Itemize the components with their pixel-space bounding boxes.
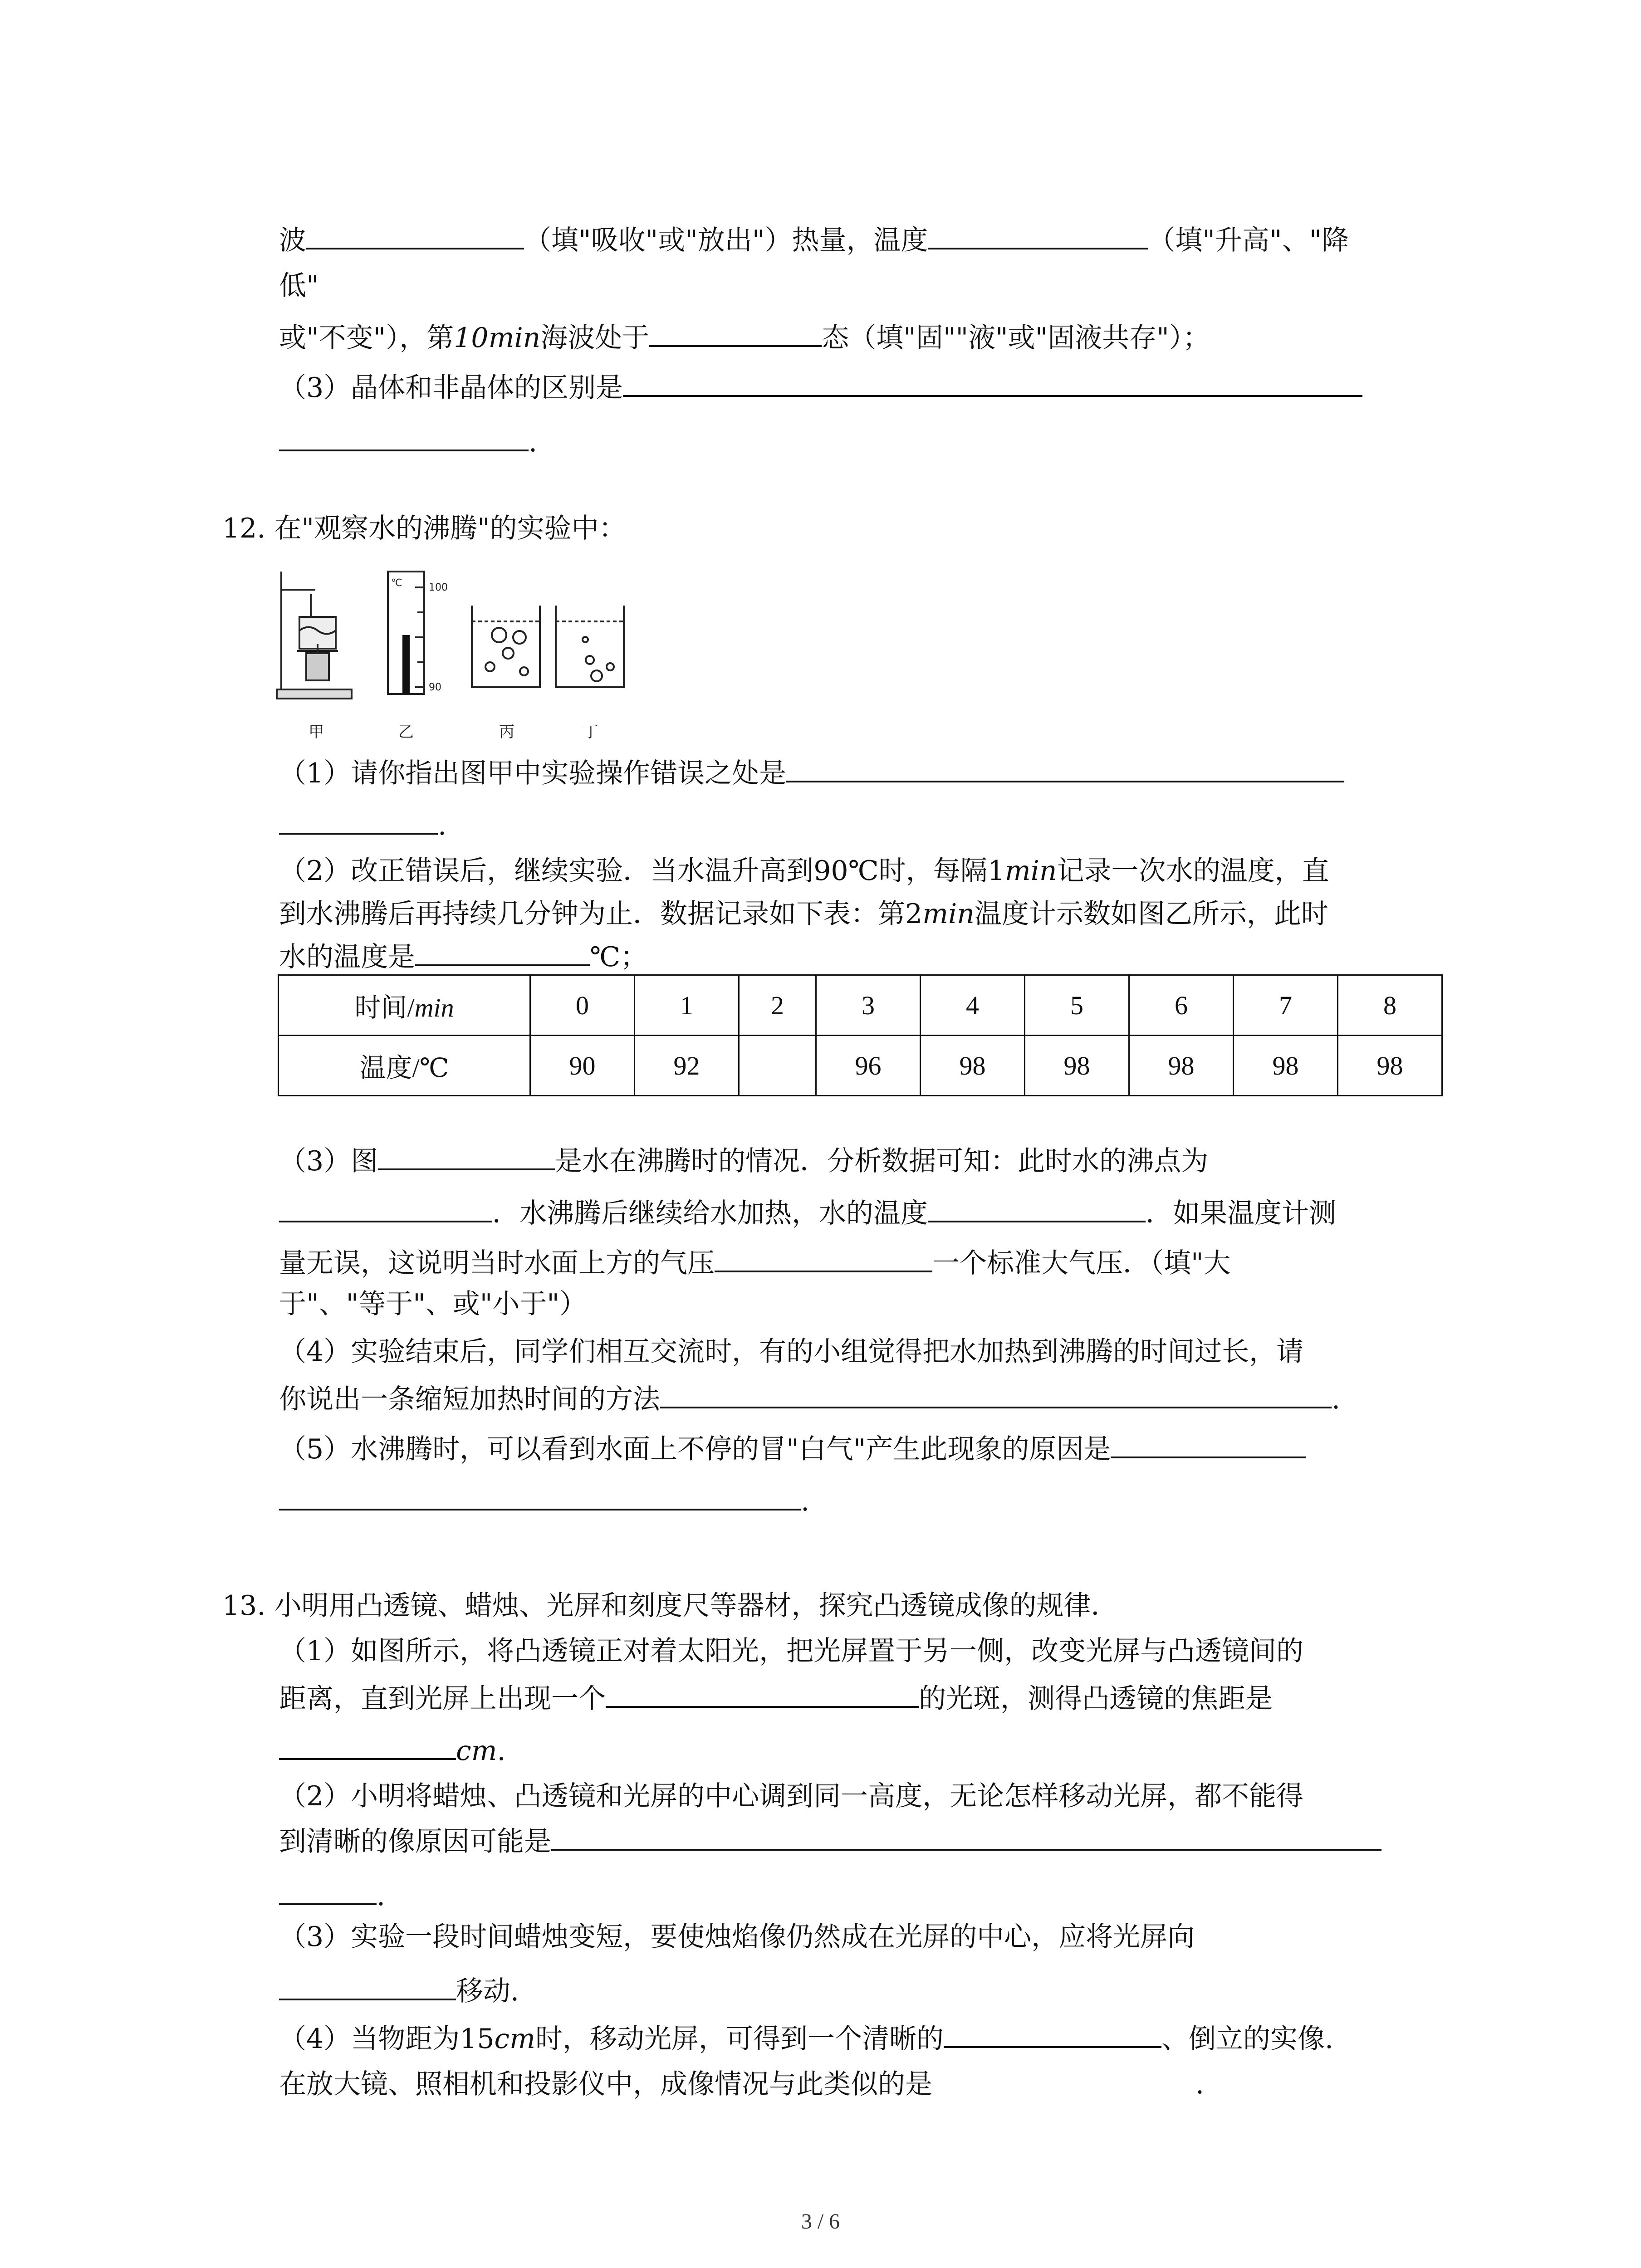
q12-part1 — [279, 746, 1344, 796]
answer-blank[interactable] — [279, 1474, 801, 1510]
text: ．如果温度计测 — [1146, 1198, 1336, 1229]
q13-part4-cont — [279, 2059, 1204, 2109]
table-header: 时间/min — [279, 975, 530, 1036]
page-number: 3 / 6 — [801, 2209, 840, 2234]
unit: cm — [494, 2023, 536, 2055]
table-cell: 1 — [635, 975, 739, 1036]
number: 90℃ — [813, 855, 879, 887]
text: . — [529, 426, 538, 458]
answer-blank[interactable] — [551, 1814, 1381, 1851]
answer-blank[interactable] — [306, 213, 524, 249]
text: 时，移动光屏，可得到一个清晰的 — [535, 2023, 944, 2055]
text: 水的温度是 — [279, 941, 415, 973]
answer-blank[interactable] — [279, 798, 438, 835]
text: 到水沸腾后再持续几分钟为止．数据记录如下表：第 — [279, 898, 905, 930]
beaker-bing — [472, 606, 540, 687]
q13-part3: （3）实验一段时间蜡烛变短，要使烛焰像仍然成在光屏的中心，应将光屏向 — [279, 1921, 1195, 1953]
unit: min — [922, 898, 975, 930]
therm-top: 100 — [429, 582, 448, 593]
apparatus-jia — [277, 572, 352, 699]
unit: min — [1004, 855, 1057, 887]
answer-blank[interactable] — [279, 1186, 492, 1222]
q12-part2-end — [279, 930, 647, 980]
number: 15 — [460, 2023, 495, 2055]
question-title: 在"观察水的沸腾"的实验中： — [274, 513, 626, 544]
question-title: 小明用凸透镜、蜡烛、光屏和刻度尺等器材，探究凸透镜成像的规律． — [274, 1590, 1118, 1622]
text: 温度计示数如图乙所示，此时 — [974, 898, 1328, 930]
text: （4）当物距为 — [279, 2023, 460, 2055]
text: . — [438, 810, 447, 841]
therm-unit: ℃ — [391, 577, 402, 589]
answer-blank[interactable] — [378, 1134, 555, 1170]
therm-bottom: 90 — [429, 682, 441, 693]
number: 10 — [454, 322, 489, 354]
q13-part1-cont — [279, 1672, 1273, 1721]
text: （2）改正错误后，继续实验．当水温升高到 — [279, 855, 814, 887]
table-cell: 3 — [816, 975, 921, 1036]
q12-part1-cont — [279, 798, 446, 848]
unit: min — [488, 322, 541, 354]
question-number: 13. — [222, 1590, 266, 1622]
q13-part2: （2）小明将蜡烛、凸透镜和光屏的中心调到同一高度，无论怎样移动光屏，都不能得 — [279, 1780, 1304, 1812]
q11-line-4 — [279, 361, 1362, 411]
text: （填"吸收"或"放出"）热量，温度 — [524, 225, 928, 256]
q12-part4-cont — [279, 1372, 1340, 1422]
table-cell: 98 — [1025, 1036, 1129, 1096]
table-cell-empty[interactable] — [739, 1036, 816, 1096]
answer-blank[interactable] — [660, 1372, 1332, 1408]
data-table — [278, 974, 1443, 1096]
table-cell: 96 — [816, 1036, 921, 1096]
text: 、倒立的实像. — [1161, 2023, 1334, 2055]
q11-line-2: 低" — [279, 270, 319, 302]
answer-blank[interactable] — [623, 361, 1362, 397]
q12-part5-cont — [279, 1474, 809, 1524]
fig-label-yi: 乙 — [398, 723, 414, 741]
table-cell: 92 — [635, 1036, 739, 1096]
text: （3）图 — [279, 1145, 378, 1177]
table-cell: 4 — [921, 975, 1025, 1036]
table-row — [279, 1036, 1442, 1096]
beaker-ding — [556, 606, 624, 687]
q12-part2 — [279, 846, 1329, 896]
q12-part5 — [279, 1422, 1306, 1472]
answer-blank[interactable] — [606, 1672, 919, 1708]
text: 在放大镜、照相机和投影仪中，成像情况与此类似的是 — [279, 2068, 932, 2100]
text: 距离，直到光屏上出现一个 — [279, 1683, 606, 1715]
q13-part3-cont — [279, 1964, 519, 2014]
q13-part1: （1）如图所示，将凸透镜正对着太阳光，把光屏置于另一侧，改变光屏与凸透镜间的 — [279, 1635, 1304, 1667]
table-cell: 90 — [530, 1036, 635, 1096]
text: （1）请你指出图甲中实验操作错误之处是 — [279, 758, 787, 789]
answer-blank[interactable] — [928, 213, 1148, 249]
text: 时，每隔 — [878, 855, 988, 887]
answer-blank[interactable] — [944, 2012, 1161, 2048]
table-cell: 5 — [1025, 975, 1129, 1036]
table-cell: 98 — [1338, 1036, 1442, 1096]
answer-blank[interactable] — [415, 930, 590, 966]
text: （填"升高"、"降 — [1148, 225, 1349, 256]
q12-part3-cont2 — [279, 1236, 1231, 1286]
q13-part2-cont — [279, 1814, 1381, 1864]
q12-title — [222, 503, 626, 553]
text: . — [1332, 1383, 1341, 1415]
text: 海波处于 — [540, 322, 650, 354]
q13-part1-end — [279, 1724, 506, 1774]
text: 态（填"固""液"或"固液共存"）； — [822, 322, 1210, 354]
text: （5）水沸腾时，可以看到水面上不停的冒"白气"产生此现象的原因是 — [279, 1433, 1111, 1465]
text: 移动. — [456, 1975, 519, 2007]
text: 或"不变"），第 — [279, 322, 454, 354]
answer-blank[interactable] — [279, 1964, 456, 2000]
text: 量无误，这说明当时水面上方的气压 — [279, 1247, 715, 1279]
q11-line-1 — [279, 213, 1349, 263]
text: . — [801, 1486, 810, 1517]
q12-part3-end: 于"、"等于"、或"小于"） — [279, 1288, 587, 1320]
answer-blank[interactable] — [1111, 1422, 1306, 1458]
table-cell: 0 — [530, 975, 635, 1036]
thermometer-yi — [388, 572, 424, 694]
answer-blank[interactable] — [279, 1869, 377, 1905]
text: ．水沸腾后继续给水加热，水的温度 — [492, 1198, 928, 1229]
text: 是水在沸腾时的情况．分析数据可知：此时水的沸点为 — [555, 1145, 1209, 1177]
number: 1 — [987, 855, 1005, 887]
q11-line-5 — [279, 415, 537, 465]
answer-blank[interactable] — [279, 415, 529, 451]
table-cell: 98 — [1129, 1036, 1234, 1096]
table-cell: 2 — [739, 975, 816, 1036]
text: . — [497, 1735, 506, 1767]
answer-blank[interactable] — [786, 746, 1344, 782]
q13-part4 — [279, 2012, 1333, 2062]
number: 2 — [905, 898, 923, 930]
answer-blank[interactable] — [715, 1236, 932, 1272]
fig-label-bing: 丙 — [499, 723, 514, 741]
fig-label-ding: 丁 — [583, 723, 598, 741]
question-number: 12. — [222, 513, 266, 544]
q12-part4: （4）实验结束后，同学们相互交流时，有的小组觉得把水加热到沸腾的时间过长，请 — [279, 1336, 1304, 1368]
answer-blank[interactable] — [928, 1186, 1146, 1222]
text: 你说出一条缩短加热时间的方法 — [279, 1383, 660, 1415]
fig-label-jia: 甲 — [309, 723, 324, 741]
q12-figure — [272, 562, 681, 744]
q13-part2-end — [279, 1869, 385, 1919]
text: 一个标准大气压．（填"大 — [932, 1247, 1231, 1279]
text: 到清晰的像原因可能是 — [279, 1826, 551, 1857]
q12-part3-cont — [279, 1186, 1336, 1236]
table-cell: 6 — [1129, 975, 1234, 1036]
table-cell: 7 — [1234, 975, 1338, 1036]
table-cell: 98 — [1234, 1036, 1338, 1096]
table-header: 温度/℃ — [279, 1036, 530, 1096]
text: ℃； — [590, 941, 648, 973]
text: 记录一次水的温度，直 — [1057, 855, 1329, 887]
text: 的光斑，测得凸透镜的焦距是 — [919, 1683, 1273, 1715]
q12-part3 — [279, 1134, 1208, 1184]
q13-title — [222, 1581, 1118, 1631]
table-cell: 8 — [1338, 975, 1442, 1036]
text: 波 — [279, 225, 306, 256]
text: . — [1195, 2068, 1205, 2100]
text: . — [377, 1880, 386, 1912]
answer-blank[interactable] — [649, 311, 822, 347]
q11-line-3 — [279, 311, 1210, 361]
unit: cm — [456, 1735, 497, 1767]
table-row — [279, 975, 1442, 1036]
answer-blank[interactable] — [279, 1724, 456, 1760]
table-cell: 98 — [921, 1036, 1025, 1096]
text: （3）晶体和非晶体的区别是 — [279, 372, 623, 404]
